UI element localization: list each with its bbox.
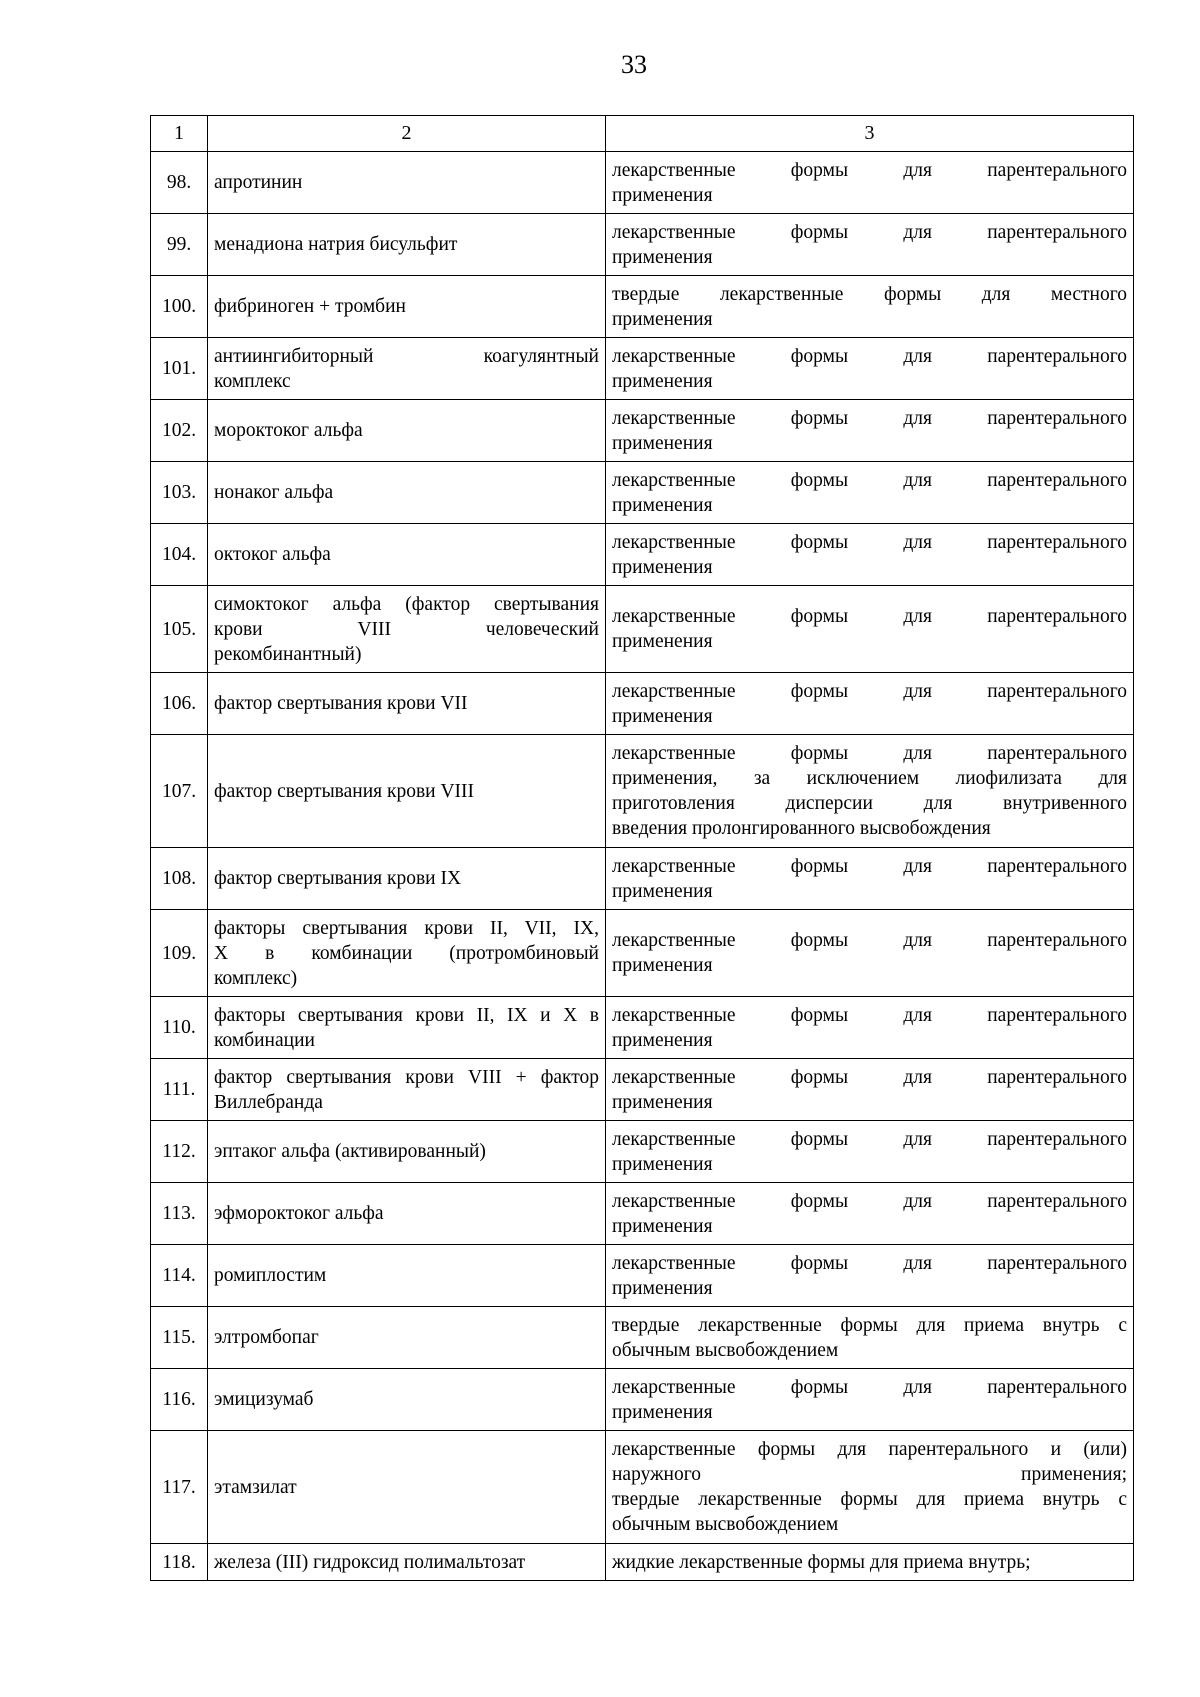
row-number: 101.: [151, 338, 208, 400]
drug-name-line: фактор свертывания крови VIII + фактор: [214, 1066, 599, 1088]
dosage-forms: [606, 586, 1134, 673]
drug-name: [208, 1307, 606, 1369]
row-number: 106.: [151, 673, 208, 735]
drug-name-line: этамзилат: [214, 1476, 297, 1498]
row-number: 109.: [151, 910, 208, 997]
row-number: 102.: [151, 400, 208, 462]
drug-name: [208, 997, 606, 1059]
drug-name: [208, 910, 606, 997]
drug-name-line: эфмороктоког альфа: [214, 1203, 384, 1224]
dosage-forms-line: твердые лекарственные формы для приема внутрь с: [612, 1314, 1127, 1336]
drug-name: [208, 1121, 606, 1183]
drug-name-line: железа (III) гидроксид полимальтозат: [214, 1551, 526, 1573]
drug-name: [208, 1059, 606, 1121]
drug-name: [208, 673, 606, 735]
row-number: 98.: [151, 152, 208, 214]
dosage-forms: [606, 997, 1134, 1059]
drug-name: [208, 1431, 606, 1544]
table-row: [151, 1369, 1134, 1431]
dosage-forms-line: лекарственные формы для парентерального: [612, 855, 1127, 877]
drug-name-line: антиингибиторный коагулянтный: [214, 345, 599, 367]
dosage-forms-line: твердые лекарственные формы для местного: [612, 283, 1127, 305]
table-row: [151, 400, 1134, 462]
table-row: [151, 586, 1134, 673]
dosage-forms-line: применения: [612, 1153, 713, 1175]
table-row: [151, 1183, 1134, 1245]
column-header-forms: 3: [606, 116, 1134, 152]
dosage-forms-line: лекарственные формы для парентерального: [612, 1190, 1127, 1212]
dosage-forms-line: приготовления дисперсии для внутривенного: [612, 793, 1127, 814]
dosage-forms-line: применения: [612, 631, 713, 652]
dosage-forms-line: применения: [612, 1215, 713, 1237]
dosage-forms-line: лекарственные формы для парентерального и (или): [612, 1439, 1127, 1460]
drug-name-line: элтромбопаг: [214, 1327, 319, 1348]
table-row: [151, 1059, 1134, 1121]
dosage-forms: [606, 1431, 1134, 1544]
drug-name-line: X в комбинации (протромбиновый: [214, 942, 599, 964]
drug-name: [208, 586, 606, 673]
drug-name: [208, 848, 606, 910]
dosage-forms: [606, 1121, 1134, 1183]
table-row: [151, 524, 1134, 586]
table-row: [151, 735, 1134, 848]
drug-name-line: фактор свертывания крови IX: [214, 868, 462, 889]
dosage-forms: [606, 214, 1134, 276]
dosage-forms-line: применения: [612, 494, 713, 516]
dosage-forms-line: лекарственные формы для парентерального: [612, 345, 1127, 367]
drug-name: [208, 524, 606, 586]
dosage-forms-line: лекарственные формы для парентерального: [612, 159, 1127, 181]
dosage-forms: [606, 400, 1134, 462]
row-number: 115.: [151, 1307, 208, 1369]
row-number: 103.: [151, 462, 208, 524]
drug-name: [208, 338, 606, 400]
dosage-forms-line: применения: [612, 308, 713, 330]
dosage-forms-line: лекарственные формы для парентерального: [612, 407, 1127, 429]
table-row: [151, 1431, 1134, 1544]
drug-name: [208, 276, 606, 338]
dosage-forms-line: применения: [612, 246, 713, 268]
column-header-name: 2: [208, 116, 606, 152]
dosage-forms: [606, 910, 1134, 997]
row-number: 112.: [151, 1121, 208, 1183]
drug-name-line: комбинации: [214, 1029, 315, 1051]
drug-name-line: фибриноген + тромбин: [214, 296, 406, 317]
dosage-forms: [606, 1059, 1134, 1121]
row-number: 113.: [151, 1183, 208, 1245]
dosage-forms: [606, 673, 1134, 735]
drug-name-line: нонаког альфа: [214, 482, 334, 503]
dosage-forms: [606, 276, 1134, 338]
drug-name-line: комплекс: [214, 370, 291, 392]
table-header-row: [151, 116, 1134, 152]
drug-name: [208, 1183, 606, 1245]
row-number: 104.: [151, 524, 208, 586]
table-row: [151, 1121, 1134, 1183]
drug-name-line: апротинин: [214, 172, 303, 193]
dosage-forms-line: применения: [612, 955, 713, 976]
table-row: [151, 152, 1134, 214]
table-row: [151, 673, 1134, 735]
row-number: 117.: [151, 1431, 208, 1544]
dosage-forms: [606, 848, 1134, 910]
drug-name-line: симоктоког альфа (фактор свертывания: [214, 593, 599, 615]
dosage-forms-line: лекарственные формы для парентерального: [612, 1252, 1127, 1274]
table-row: [151, 1245, 1134, 1307]
dosage-forms-line: лекарственные формы для парентерального: [612, 930, 1127, 951]
dosage-forms-line: применения: [612, 880, 713, 902]
dosage-forms-line: применения: [612, 432, 713, 454]
drug-name-line: рекомбинантный): [214, 643, 362, 665]
dosage-forms-line: лекарственные формы для парентерального: [612, 1004, 1127, 1026]
drug-name: [208, 1245, 606, 1307]
table-row: [151, 910, 1134, 997]
dosage-forms: [606, 1544, 1134, 1581]
row-number: 108.: [151, 848, 208, 910]
dosage-forms-line: применения: [612, 370, 713, 392]
table-row: [151, 338, 1134, 400]
row-number: 110.: [151, 997, 208, 1059]
row-number: 99.: [151, 214, 208, 276]
dosage-forms: [606, 1183, 1134, 1245]
page-number: 33: [621, 50, 647, 79]
table-row: [151, 1307, 1134, 1369]
dosage-forms-line: лекарственные формы для парентерального: [612, 469, 1127, 491]
dosage-forms-line: применения: [612, 1277, 713, 1299]
dosage-forms-line: лекарственные формы для парентерального: [612, 1066, 1127, 1088]
dosage-forms-line: применения: [612, 184, 713, 206]
drug-name: [208, 152, 606, 214]
dosage-forms: [606, 1307, 1134, 1369]
drug-name-line: фактор свертывания крови VIII: [214, 780, 475, 802]
drug-name-line: эптаког альфа (активированный): [214, 1141, 486, 1162]
dosage-forms-line: лекарственные формы для парентерального: [612, 680, 1127, 702]
dosage-forms: [606, 1369, 1134, 1431]
drug-name-line: эмицизумаб: [214, 1389, 314, 1410]
dosage-forms-line: обычным высвобождением: [612, 1339, 839, 1361]
row-number: 105.: [151, 586, 208, 673]
dosage-forms-line: твердые лекарственные формы для приема внутрь с: [612, 1489, 1127, 1510]
dosage-forms-line: применения: [612, 1029, 713, 1051]
drug-name-line: ромиплостим: [214, 1265, 327, 1286]
dosage-forms: [606, 462, 1134, 524]
dosage-forms-line: лекарственные формы для парентерального: [612, 221, 1127, 243]
drug-name-line: менадиона натрия бисульфит: [214, 234, 458, 255]
drug-table: [150, 115, 1134, 1581]
table-row: [151, 848, 1134, 910]
drug-name: [208, 462, 606, 524]
dosage-forms-line: наружного применения;: [612, 1464, 1127, 1485]
dosage-forms: [606, 1245, 1134, 1307]
drug-name-line: факторы свертывания крови II, VII, IX,: [214, 917, 599, 939]
table-row: [151, 1544, 1134, 1581]
drug-name-line: комплекс): [214, 967, 298, 989]
drug-name-line: октоког альфа: [214, 544, 331, 565]
row-number: 111.: [151, 1059, 208, 1121]
dosage-forms: [606, 338, 1134, 400]
dosage-forms-line: применения: [612, 705, 713, 727]
dosage-forms-line: лекарственные формы для парентерального: [612, 531, 1127, 553]
table-row: [151, 214, 1134, 276]
dosage-forms-line: применения: [612, 556, 713, 578]
row-number: 107.: [151, 735, 208, 848]
drug-name: [208, 400, 606, 462]
row-number: 114.: [151, 1245, 208, 1307]
drug-name-line: Виллебранда: [214, 1091, 323, 1113]
drug-name: [208, 214, 606, 276]
drug-name: [208, 1369, 606, 1431]
table-row: [151, 462, 1134, 524]
dosage-forms-line: лекарственные формы для парентерального: [612, 743, 1127, 764]
dosage-forms: [606, 524, 1134, 586]
dosage-forms-line: применения: [612, 1091, 713, 1113]
row-number: 100.: [151, 276, 208, 338]
drug-name-line: мороктоког альфа: [214, 420, 363, 441]
dosage-forms-line: жидкие лекарственные формы для приема внутрь;: [612, 1551, 1031, 1573]
dosage-forms-line: обычным высвобождением: [612, 1514, 839, 1535]
dosage-forms-line: лекарственные формы для парентерального: [612, 1128, 1127, 1150]
drug-name: [208, 735, 606, 848]
dosage-forms-line: лекарственные формы для парентерального: [612, 606, 1127, 627]
dosage-forms-line: введения пролонгированного высвобождения: [612, 818, 991, 839]
row-number: 118.: [151, 1544, 208, 1581]
table-row: [151, 276, 1134, 338]
drug-name-line: крови VIII человеческий: [214, 618, 599, 640]
table-row: [151, 997, 1134, 1059]
dosage-forms-line: применения, за исключением лиофилизата для: [612, 768, 1127, 789]
row-number: 116.: [151, 1369, 208, 1431]
drug-name-line: фактор свертывания крови VII: [214, 693, 468, 714]
dosage-forms-line: применения: [612, 1401, 713, 1423]
dosage-forms-line: лекарственные формы для парентерального: [612, 1376, 1127, 1398]
table-body: [151, 116, 1134, 1581]
dosage-forms: [606, 735, 1134, 848]
drug-name-line: факторы свертывания крови II, IX и X в: [214, 1004, 599, 1026]
drug-name: [208, 1544, 606, 1581]
column-header-number: 1: [151, 116, 208, 152]
dosage-forms: [606, 152, 1134, 214]
